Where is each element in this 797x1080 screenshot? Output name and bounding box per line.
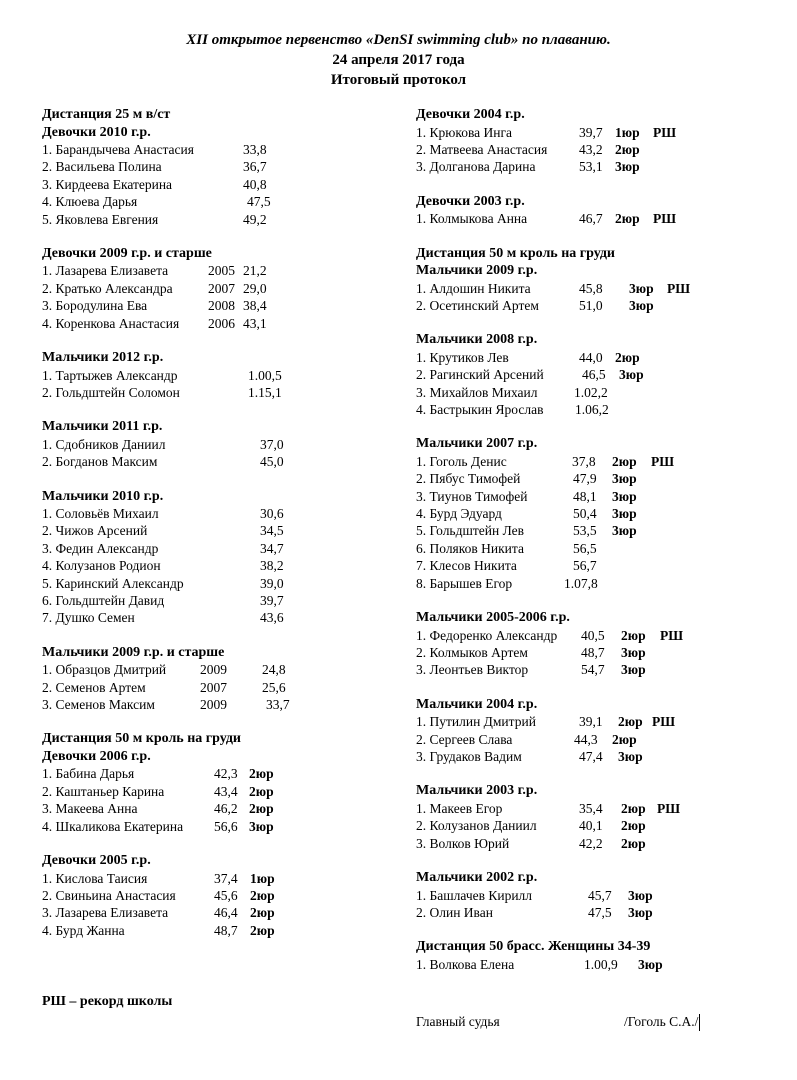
- swimmer-name: 2. Семенов Артем: [42, 679, 146, 695]
- result-row: [416, 522, 786, 539]
- result-group: [416, 869, 786, 921]
- swimmer-name: 1. Алдошин Никита: [416, 280, 531, 296]
- school-record-mark: РШ: [653, 211, 677, 227]
- result-time: 35,4: [579, 800, 603, 816]
- result-group: [42, 644, 382, 714]
- result-time: 34,7: [260, 540, 284, 556]
- result-row: [42, 575, 382, 592]
- swimmer-name: 2. Каштаньер Карина: [42, 783, 165, 799]
- result-row: [42, 696, 382, 713]
- swimmer-name: 2. Колмыков Артем: [416, 644, 528, 660]
- result-time: 42,3: [214, 766, 238, 782]
- swimmer-name: 2. Колузанов Даниил: [416, 818, 537, 834]
- result-time: 46,4: [214, 905, 238, 921]
- result-row: [42, 262, 382, 279]
- swimmer-name: 7. Клесов Никита: [416, 558, 517, 574]
- group-heading: Мальчики 2004 г.р.: [416, 696, 538, 712]
- group-heading: Мальчики 2008 г.р.: [416, 332, 538, 348]
- birth-year: 2007: [200, 679, 227, 695]
- rank-category: 2юр: [612, 453, 637, 469]
- result-row: [416, 887, 786, 904]
- group-heading: Мальчики 2011 г.р.: [42, 419, 163, 435]
- result-time: 37,8: [572, 453, 596, 469]
- result-row: [42, 522, 382, 539]
- swimmer-name: 1. Макеев Егор: [416, 800, 503, 816]
- result-row: [416, 366, 786, 383]
- result-group: [416, 696, 786, 766]
- result-time: 1.07,8: [564, 575, 598, 591]
- result-row: [416, 644, 786, 661]
- rank-category: 2юр: [615, 211, 640, 227]
- result-row: [42, 818, 382, 835]
- result-row: [416, 453, 786, 470]
- rank-category: 2юр: [249, 783, 274, 799]
- result-row: [42, 436, 382, 453]
- result-row: [416, 470, 786, 487]
- result-time: 56,6: [214, 818, 238, 834]
- result-time: 50,4: [573, 506, 597, 522]
- swimmer-name: 1. Крюкова Инга: [416, 124, 513, 140]
- school-record-mark: РШ: [667, 280, 691, 296]
- birth-year: 2008: [208, 298, 235, 314]
- swimmer-name: 3. Кирдеева Екатерина: [42, 176, 173, 192]
- result-row: [416, 661, 786, 678]
- result-time: 38,2: [260, 558, 284, 574]
- swimmer-name: 3. Леонтьев Виктор: [416, 662, 529, 678]
- swimmer-name: 1. Федоренко Александр: [416, 627, 558, 643]
- chief-judge-label: Главный судья: [416, 1014, 500, 1029]
- result-group: [416, 331, 786, 418]
- swimmer-name: 4. Колузанов Родион: [42, 558, 161, 574]
- result-row: [42, 540, 382, 557]
- swimmer-name: 5. Каринский Александр: [42, 575, 184, 591]
- result-row: [416, 817, 786, 834]
- result-time: 39,1: [579, 714, 603, 730]
- rank-category: 3юр: [628, 887, 653, 903]
- rank-category: 1юр: [615, 124, 640, 140]
- rank-category: 2юр: [621, 835, 646, 851]
- swimmer-name: 4. Бастрыкин Ярослав: [416, 402, 544, 418]
- group-heading: Девочки 2003 г.р.: [416, 193, 525, 209]
- text-cursor: [699, 1014, 700, 1031]
- result-group: [42, 488, 382, 627]
- result-row: [416, 210, 786, 227]
- result-time: 53,5: [573, 523, 597, 539]
- group-heading: Дистанция 50 м кроль на груди: [42, 731, 241, 747]
- result-time: 43,2: [579, 141, 603, 157]
- group-heading: Дистанция 50 брасс. Женщины 34-39: [416, 939, 651, 955]
- swimmer-name: 4. Бурд Жанна: [42, 922, 125, 938]
- rank-category: 3юр: [638, 956, 663, 972]
- result-time: 1.02,2: [574, 384, 608, 400]
- rank-category: 3юр: [628, 904, 653, 920]
- result-row: [42, 870, 382, 887]
- school-record-mark: РШ: [653, 124, 677, 140]
- result-row: [416, 835, 786, 852]
- result-row: [416, 575, 786, 592]
- result-group: [416, 245, 786, 315]
- result-time: 51,0: [579, 297, 603, 313]
- result-time: 37,0: [260, 436, 284, 452]
- result-time: 47,5: [247, 194, 271, 210]
- swimmer-name: 5. Гольдштейн Лев: [416, 523, 524, 539]
- birth-year: 2009: [200, 697, 227, 713]
- result-row: [42, 904, 382, 921]
- school-record-mark: РШ: [660, 627, 684, 643]
- swimmer-name: 2. Васильева Полина: [42, 159, 162, 175]
- result-row: [42, 315, 382, 332]
- rank-category: 2юр: [621, 627, 646, 643]
- birth-year: 2005: [208, 263, 235, 279]
- document-date: 24 апреля 2017 года: [332, 52, 465, 68]
- rank-category: 3юр: [619, 367, 644, 383]
- group-heading: Мальчики 2012 г.р.: [42, 350, 164, 366]
- group-heading: Мальчики 2010 г.р.: [42, 488, 164, 504]
- document-header: [0, 30, 797, 90]
- swimmer-name: 3. Лазарева Елизавета: [42, 905, 169, 921]
- group-heading: Девочки 2006 г.р.: [42, 748, 151, 764]
- left-results-column: [42, 106, 382, 956]
- result-time: 33,7: [266, 697, 290, 713]
- result-row: [416, 627, 786, 644]
- result-row: [42, 800, 382, 817]
- result-time: 24,8: [262, 662, 286, 678]
- result-time: 54,7: [581, 662, 605, 678]
- result-group: [42, 730, 382, 835]
- result-row: [42, 176, 382, 193]
- record-legend: РШ – рекорд школы: [42, 994, 173, 1009]
- result-time: 46,2: [214, 801, 238, 817]
- swimmer-name: 2. Богданов Максим: [42, 454, 158, 470]
- result-time: 39,7: [579, 124, 603, 140]
- document-title: XII открытое первенство «DenSI swimming club» по плаванию.: [186, 32, 611, 48]
- result-time: 38,4: [243, 298, 267, 314]
- result-time: 37,4: [214, 870, 238, 886]
- result-row: [42, 887, 382, 904]
- swimmer-name: 1. Лазарева Елизавета: [42, 263, 169, 279]
- result-row: [42, 609, 382, 626]
- swimmer-name: 3. Семенов Максим: [42, 697, 155, 713]
- result-row: [416, 124, 786, 141]
- rank-category: 2юр: [621, 818, 646, 834]
- group-heading: Девочки 2005 г.р.: [42, 853, 151, 869]
- swimmer-name: 2. Кратько Александра: [42, 280, 173, 296]
- swimmer-name: 3. Тиунов Тимофей: [416, 488, 528, 504]
- swimmer-name: 2. Свиньина Анастасия: [42, 887, 176, 903]
- swimmer-name: 2. Пябус Тимофей: [416, 471, 521, 487]
- result-group: [42, 852, 382, 939]
- result-row: [42, 193, 382, 210]
- birth-year: 2009: [200, 662, 227, 678]
- result-row: [42, 922, 382, 939]
- result-row: [42, 453, 382, 470]
- swimmer-name: 1. Волкова Елена: [416, 956, 515, 972]
- group-heading: Мальчики 2002 г.р.: [416, 870, 538, 886]
- result-time: 48,1: [573, 488, 597, 504]
- rank-category: 2юр: [621, 800, 646, 816]
- result-row: [416, 158, 786, 175]
- result-row: [416, 401, 786, 418]
- rank-category: 2юр: [615, 349, 640, 365]
- swimmer-name: 3. Макеева Анна: [42, 801, 138, 817]
- result-time: 33,8: [243, 142, 267, 157]
- result-row: [42, 783, 382, 800]
- result-time: 47,4: [579, 748, 603, 764]
- swimmer-name: 3. Грудаков Вадим: [416, 748, 522, 764]
- result-time: 36,7: [243, 159, 267, 175]
- group-heading: Девочки 2010 г.р.: [42, 124, 151, 140]
- swimmer-name: 5. Яковлева Евгения: [42, 211, 159, 227]
- result-row: [416, 384, 786, 401]
- result-row: [416, 297, 786, 314]
- result-time: 39,7: [260, 593, 284, 609]
- result-time: 30,6: [260, 506, 284, 522]
- swimmer-name: 1. Бабина Дарья: [42, 766, 135, 782]
- rank-category: 2юр: [250, 922, 275, 938]
- swimmer-name: 2. Матвеева Анастасия: [416, 141, 548, 157]
- rank-category: 2юр: [618, 714, 643, 730]
- swimmer-name: 2. Сергеев Слава: [416, 731, 513, 747]
- result-row: [416, 557, 786, 574]
- result-time: 1.00,5: [248, 367, 282, 383]
- rank-category: 2юр: [250, 887, 275, 903]
- swimmer-name: 6. Гольдштейн Давид: [42, 593, 165, 609]
- group-heading: Девочки 2009 г.р. и старше: [42, 245, 212, 261]
- group-heading: Дистанция 50 м кроль на груди: [416, 245, 615, 261]
- birth-year: 2006: [208, 315, 235, 331]
- swimmer-name: 7. Душко Семен: [42, 610, 135, 626]
- result-time: 46,7: [579, 211, 603, 227]
- result-row: [42, 141, 382, 158]
- result-group: [416, 193, 786, 228]
- result-row: [42, 384, 382, 401]
- group-heading: Мальчики 2009 г.р. и старше: [42, 644, 225, 660]
- swimmer-name: 1. Колмыкова Анна: [416, 211, 528, 227]
- swimmer-name: 4. Шкаликова Екатерина: [42, 818, 184, 834]
- rank-category: 3юр: [621, 662, 646, 678]
- result-time: 40,5: [581, 627, 605, 643]
- rank-category: 1юр: [250, 870, 275, 886]
- rank-category: 3юр: [629, 280, 654, 296]
- result-row: [42, 280, 382, 297]
- result-row: [416, 280, 786, 297]
- swimmer-name: 1. Гоголь Денис: [416, 453, 507, 469]
- group-heading: Девочки 2004 г.р.: [416, 107, 525, 122]
- result-row: [416, 141, 786, 158]
- swimmer-name: 4. Клюева Дарья: [42, 194, 138, 210]
- school-record-mark: РШ: [652, 714, 676, 730]
- swimmer-name: 1. Тартыжев Александр: [42, 367, 178, 383]
- result-time: 25,6: [262, 679, 286, 695]
- result-group: [416, 106, 786, 176]
- result-time: 47,5: [588, 904, 612, 920]
- result-time: 45,7: [588, 887, 612, 903]
- swimmer-name: 2. Чижов Арсений: [42, 523, 148, 539]
- result-group: [416, 782, 786, 852]
- rank-category: 2юр: [249, 766, 274, 782]
- result-row: [42, 297, 382, 314]
- result-row: [416, 731, 786, 748]
- result-group: [42, 245, 382, 332]
- rank-category: 3юр: [612, 506, 637, 522]
- rank-category: 3юр: [612, 488, 637, 504]
- result-time: 1.15,1: [248, 384, 282, 400]
- rank-category: 3юр: [612, 471, 637, 487]
- result-group: [42, 106, 382, 228]
- swimmer-name: 1. Соловьёв Михаил: [42, 506, 159, 522]
- result-group: [42, 349, 382, 401]
- result-group: [42, 418, 382, 470]
- result-time: 29,0: [243, 280, 267, 296]
- swimmer-name: 3. Волков Юрий: [416, 835, 510, 851]
- swimmer-name: 1. Образцов Дмитрий: [42, 662, 167, 678]
- result-time: 45,6: [214, 887, 238, 903]
- swimmer-name: 2. Рагинский Арсений: [416, 367, 544, 383]
- result-row: [42, 765, 382, 782]
- result-time: 40,8: [243, 176, 267, 192]
- result-time: 45,0: [260, 454, 284, 470]
- swimmer-name: 3. Бородулина Ева: [42, 298, 148, 314]
- result-time: 39,0: [260, 575, 284, 591]
- result-row: [42, 158, 382, 175]
- result-row: [416, 540, 786, 557]
- swimmer-name: 1. Крутиков Лев: [416, 349, 509, 365]
- result-time: 53,1: [579, 159, 603, 175]
- right-results-column: [416, 106, 786, 990]
- result-row: [42, 661, 382, 678]
- result-time: 43,6: [260, 610, 284, 626]
- result-time: 43,1: [243, 315, 267, 331]
- rank-category: 2юр: [249, 801, 274, 817]
- group-heading: Дистанция 25 м в/ст: [42, 107, 171, 122]
- result-time: 1.06,2: [575, 402, 609, 418]
- result-time: 43,4: [214, 783, 238, 799]
- result-row: [416, 505, 786, 522]
- group-heading: Мальчики 2009 г.р.: [416, 263, 538, 279]
- result-time: 56,7: [573, 558, 597, 574]
- result-time: 47,9: [573, 471, 597, 487]
- swimmer-name: 4. Бурд Эдуард: [416, 506, 502, 522]
- result-time: 45,8: [579, 280, 603, 296]
- result-row: [416, 800, 786, 817]
- chief-judge-signature: /Гоголь С.А./: [624, 1014, 699, 1029]
- result-row: [42, 367, 382, 384]
- swimmer-name: 1. Путилин Дмитрий: [416, 714, 536, 730]
- result-time: 40,1: [579, 818, 603, 834]
- rank-category: 3юр: [629, 297, 654, 313]
- result-time: 21,2: [243, 263, 267, 279]
- result-row: [42, 679, 382, 696]
- result-row: [42, 211, 382, 228]
- group-heading: Мальчики 2007 г.р.: [416, 436, 538, 452]
- rank-category: 2юр: [250, 905, 275, 921]
- group-heading: Мальчики 2005-2006 г.р.: [416, 610, 570, 626]
- result-group: [416, 435, 786, 592]
- swimmer-name: 2. Осетинский Артем: [416, 297, 539, 313]
- rank-category: 2юр: [615, 141, 640, 157]
- result-time: 44,3: [574, 731, 598, 747]
- result-time: 1.00,9: [584, 956, 618, 972]
- swimmer-name: 3. Долганова Дарина: [416, 159, 536, 175]
- group-heading: Мальчики 2003 г.р.: [416, 783, 538, 799]
- swimmer-name: 8. Барышев Егор: [416, 575, 513, 591]
- result-time: 48,7: [214, 922, 238, 938]
- swimmer-name: 1. Барандычева Анастасия: [42, 142, 194, 157]
- result-row: [416, 956, 786, 973]
- rank-category: 3юр: [618, 748, 643, 764]
- result-time: 42,2: [579, 835, 603, 851]
- swimmer-name: 6. Поляков Никита: [416, 540, 524, 556]
- rank-category: 3юр: [615, 159, 640, 175]
- result-time: 44,0: [579, 349, 603, 365]
- rank-category: 2юр: [612, 731, 637, 747]
- swimmer-name: 2. Гольдштейн Соломон: [42, 384, 180, 400]
- result-time: 56,5: [573, 540, 597, 556]
- swimmer-name: 1. Башлачев Кирилл: [416, 887, 533, 903]
- swimmer-name: 3. Федин Александр: [42, 540, 159, 556]
- result-row: [416, 349, 786, 366]
- rank-category: 3юр: [249, 818, 274, 834]
- swimmer-name: 3. Михайлов Михаил: [416, 384, 538, 400]
- result-time: 34,5: [260, 523, 284, 539]
- result-time: 48,7: [581, 644, 605, 660]
- result-time: 49,2: [243, 211, 267, 227]
- swimmer-name: 1. Сдобников Даниил: [42, 436, 166, 452]
- school-record-mark: РШ: [657, 800, 681, 816]
- result-group: [416, 609, 786, 679]
- result-group: [416, 938, 786, 973]
- school-record-mark: РШ: [651, 453, 675, 469]
- swimmer-name: 4. Коренкова Анастасия: [42, 315, 180, 331]
- result-row: [42, 505, 382, 522]
- result-row: [42, 592, 382, 609]
- swimmer-name: 2. Олин Иван: [416, 904, 493, 920]
- swimmer-name: 1. Кислова Таисия: [42, 870, 148, 886]
- result-time: 46,5: [582, 367, 606, 383]
- result-row: [416, 904, 786, 921]
- result-row: [416, 748, 786, 765]
- rank-category: 3юр: [612, 523, 637, 539]
- birth-year: 2007: [208, 280, 235, 296]
- result-row: [42, 557, 382, 574]
- result-row: [416, 713, 786, 730]
- protocol-title: Итоговый протокол: [330, 72, 467, 88]
- chief-judge-name: [624, 1014, 700, 1031]
- result-row: [416, 488, 786, 505]
- rank-category: 3юр: [621, 644, 646, 660]
